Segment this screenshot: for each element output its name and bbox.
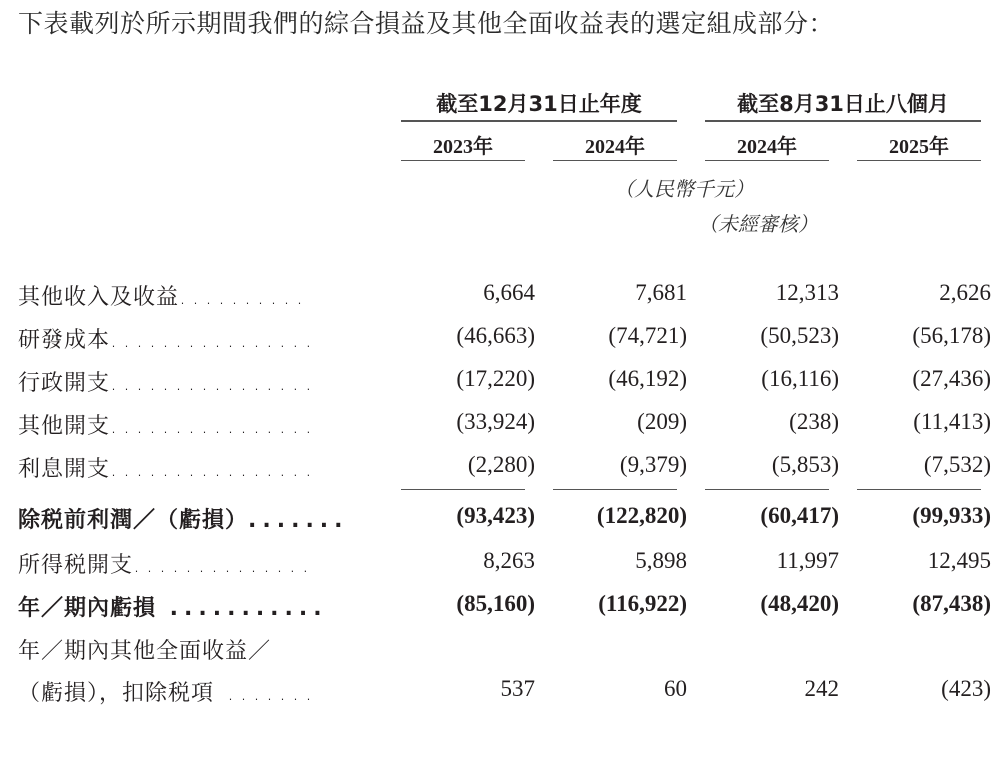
row-label: [18, 676, 318, 707]
table-row: [0, 409, 1000, 449]
row-label: [18, 280, 309, 311]
row-label: [18, 366, 318, 397]
row-value: 537: [500, 676, 535, 701]
row-value: (48,420): [760, 591, 839, 616]
row-value: (16,116): [761, 366, 839, 391]
row-value: (116,922): [598, 591, 687, 616]
table-row: [0, 280, 1000, 320]
row-value: 8,263: [483, 548, 535, 573]
table-row: [0, 503, 1000, 543]
row-value: (99,933): [912, 503, 991, 528]
row-label-text: 其他收入及收益: [18, 285, 180, 310]
row-label-text: 年／期內其他全面收益／: [18, 639, 272, 664]
column-group-full-year: 截至12月31日止年度: [401, 88, 677, 122]
row-value: (50,523): [760, 323, 839, 348]
column-header-2025-8m: 2025年: [857, 130, 981, 161]
row-value: (33,924): [456, 409, 535, 434]
column-header-2023: 2023年: [401, 130, 525, 161]
leader-dots: .......: [248, 508, 349, 533]
row-value: (27,436): [912, 366, 991, 391]
row-label-text: 除税前利潤／（虧損）: [18, 508, 249, 533]
row-label-text: 研發成本: [18, 328, 111, 353]
row-label-text: 其他開支: [18, 414, 111, 439]
row-value: (423): [941, 676, 991, 701]
row-value: 12,313: [775, 280, 839, 305]
leader-dots: ................: [110, 457, 318, 482]
leader-dots: ................: [110, 328, 318, 353]
row-value: (122,820): [596, 503, 687, 528]
subtotal-rule: [857, 489, 981, 490]
table-row: [0, 676, 1000, 716]
leader-dots: ..........: [179, 285, 309, 310]
row-label: [18, 591, 328, 622]
row-value: (17,220): [456, 366, 535, 391]
column-group-eight-months: 截至8月31日止八個月: [705, 88, 981, 122]
row-value: (85,160): [456, 591, 535, 616]
leader-dots: ...........: [156, 596, 328, 621]
table-row: [0, 366, 1000, 406]
row-value: 242: [804, 676, 839, 701]
row-value: (7,532): [923, 452, 991, 477]
leader-dots: ................: [110, 371, 318, 396]
row-value: 2,626: [939, 280, 991, 305]
row-label-text: 利息開支: [18, 457, 111, 482]
subtotal-rule: [401, 489, 525, 490]
table-row: [0, 634, 1000, 674]
subtotal-rule: [705, 489, 829, 490]
row-value: (209): [637, 409, 687, 434]
unit-label: （人民幣千元）: [614, 177, 754, 201]
row-value: (238): [789, 409, 839, 434]
row-value: (56,178): [912, 323, 991, 348]
row-value: (60,417): [760, 503, 839, 528]
table-row: [0, 452, 1000, 492]
row-value: 60: [664, 676, 687, 701]
row-label-text: 行政開支: [18, 371, 111, 396]
table-row: [0, 591, 1000, 631]
leader-dots: ................: [110, 414, 318, 439]
leader-dots: ..............: [133, 553, 315, 578]
row-value: (46,192): [608, 366, 687, 391]
row-value: (87,438): [912, 591, 991, 616]
subtotal-rule: [553, 489, 677, 490]
column-header-2024-fy: 2024年: [553, 130, 677, 161]
row-value: (46,663): [456, 323, 535, 348]
row-value: (5,853): [771, 452, 839, 477]
row-value: (9,379): [619, 452, 687, 477]
row-label-text: 年／期內虧損: [18, 596, 157, 621]
row-value: 12,495: [927, 548, 991, 573]
intro-text: 下表載列於所示期間我們的綜合損益及其他全面收益表的選定組成部分：: [18, 9, 835, 38]
row-label: [18, 409, 318, 440]
row-value: (2,280): [467, 452, 535, 477]
row-label: [18, 503, 349, 534]
table-row: [0, 548, 1000, 588]
row-value: (74,721): [608, 323, 687, 348]
row-label-text: （虧損），扣除税項: [18, 681, 215, 706]
table-row: [0, 323, 1000, 363]
row-label: [18, 452, 318, 483]
row-label: [18, 548, 315, 579]
leader-dots: .......: [214, 681, 318, 706]
column-header-2024-8m: 2024年: [705, 130, 829, 161]
row-value: (11,413): [913, 409, 991, 434]
row-value: 7,681: [635, 280, 687, 305]
row-value: 11,997: [776, 548, 839, 573]
row-value: (93,423): [456, 503, 535, 528]
row-label: [18, 323, 318, 354]
row-label: [18, 634, 271, 665]
unaudited-label: （未經審核）: [698, 212, 818, 236]
row-value: 5,898: [635, 548, 687, 573]
row-value: 6,664: [483, 280, 535, 305]
row-label-text: 所得税開支: [18, 553, 134, 578]
